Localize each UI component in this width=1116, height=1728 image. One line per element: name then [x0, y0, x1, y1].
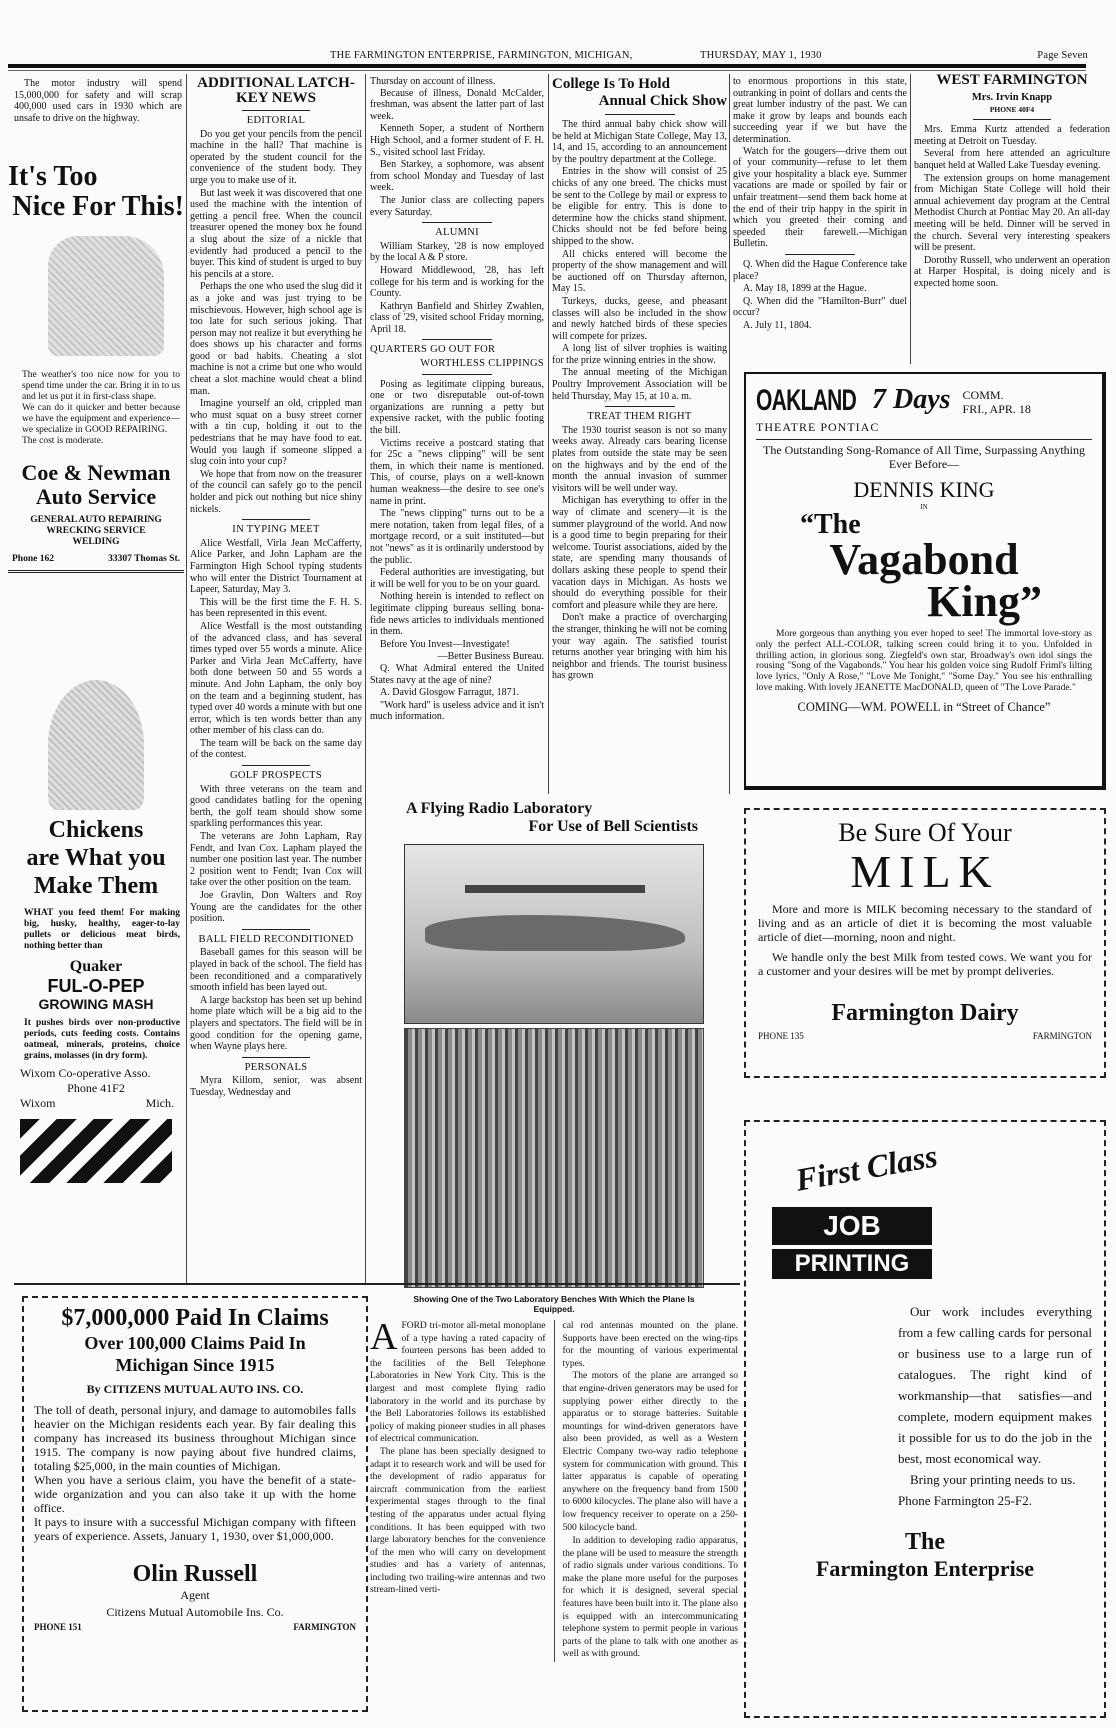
airplane-photo [404, 844, 704, 1024]
column-divider [365, 74, 366, 1284]
phone: PHONE 40F4 [989, 104, 1035, 114]
business-name: Auto Service [35, 484, 157, 509]
film-title: Vagabond [829, 535, 1019, 584]
car-illustration [48, 236, 164, 356]
auto-service-ad: It's Too Nice For This! The weather's too nice now for you to spend time under the car. Bring it in to us and let us put it in first-class shape. We can do it quicker and better because we have the equipment and experience—we specialize in GOOD REPAIRING. The cost is moderate. Coe & Newman Auto Service GENERAL AUTO REPAIRING WRECKING SERVICE WELDING Phone 162 33307 Thomas St. [8, 150, 184, 670]
job-label: JOB [772, 1207, 932, 1245]
chicken-illustration [48, 680, 144, 810]
theatre-name: OAKLAND [756, 384, 857, 417]
headline: For Use of Bell Scientists [528, 818, 698, 835]
town: FARMINGTON [1032, 1031, 1092, 1041]
film-description: More gorgeous than anything you ever hoped to see! The immortal love-story as only the perfect ALL-COLOR, talking screen could bring it to you. Unfolded in thrilling action, in glorious song. Ziegfeld's own star, Broadway's own idol sings the rousing "Song of the Vagabonds." You hear his golden voice sing Rudolf Friml's lilting love lyrics, "Only A Rose," "Love Me Tonight," "Some Day." You see his enthralling love making. With lovely JEANETTE MacDONALD, queen of "The Love Parade." [756, 629, 1092, 693]
column-divider [186, 74, 187, 1284]
masthead-rule [8, 64, 1086, 68]
dairy-ad: Be Sure Of Your MILK More and more is MILK becoming necessary to the standard of living and as an article of diet it is becoming the most valuable article of diet—morning, noon and night. We handle only the best Milk from tested cows. We want you for a customer and your desires will be met by prompt deliveries. Farmington Dairy PHONE 135 FARMINGTON [744, 808, 1106, 1078]
laboratory-bench-photo [404, 1028, 704, 1288]
business-name: Farmington Dairy [831, 1000, 1019, 1026]
film-title: King” [927, 577, 1042, 626]
page-number: Page Seven [1037, 50, 1088, 61]
photo-caption: Showing One of the Two Laboratory Benches With Which the Plane Is Equipped. [413, 1294, 695, 1314]
masthead-rule-thin [8, 70, 1086, 71]
radio-lab-article: A Flying Radio Laboratory For Use of Bell Scientists Showing One of the Two Laboratory Benches With Which the Plane Is Equipped. A FORD tri-motor all-metal monoplane of a type having a rated capacity of fourteen persons has been added to the facilities of the Bell Telephone Laboratories in New York City. This is the largest and most complete flying radio laboratory in the world and its purchase by the Bell Laboratories follows its established policy of making pioneer studies in all phases of electrical communication. The plane has been specially designed to adapt it to research work and will be used for the development of radio apparatus for aircraft communication from the earliest experimental stages through to the final testing of the apparatus under actual flying conditions. It has been equipped with two large laboratory benches for the convenience of the men who will carry on development studies and has a variety of antennas, including two trailing-wire antennas and two stream-lined verti- cal rod antennas mounted on the plane. Supports have been erected on the wing-tips for the mounting of various experimental types. The motors of the plane are arranged so that engine-driven generators may be used for supplying power either directly to the apparatus or to storage batteries. Suitable mountings for wind-driven generators have also been provided, as well as a Western Electric Company two-way radio telephone system for communication with ground. This latter apparatus is capable of operating anywhere on the frequency band from 1500 to 6000 kilocycles. The plane also will have a low frequency receiver to operate on a 250-500 kilocycle band. In addition to developing radio apparatus, the plane will be used to measure the strength of radio signals under various conditions. To make the plane more useful for the purposes for which it is designed, several special features have been built into it. The plane also is equipped with an intercommunicating telephone system to permit people in various parts of the plane to talk with one another as well as with ground. [370, 800, 738, 1720]
west-farmington-column: WEST FARMINGTON Mrs. Irvin Knapp PHONE 40F4 Mrs. Emma Kurtz attended a federation meeting at Detroit on Tuesday. Several from here attended an agriculture banquet held at Walled Lake Tuesday evening. The extension groups on home management from Michigan State College will hold their annual achievement day program at the Central Methodist Church at Pontiac May 20. An all-day meeting will be held. Dinner will be served in the church. Several very interesting speakers will be present. Dorothy Russell, who underwent an operation at Harper Hospital, is doing nicely and is expected home soon. [914, 72, 1110, 289]
headline: A Flying Radio Laboratory [406, 800, 593, 817]
column-divider [910, 74, 911, 364]
paper-name: THE FARMINGTON ENTERPRISE, FARMINGTON, MICHIGAN, [330, 50, 633, 61]
headline: $7,000,000 Paid In Claims [61, 1305, 329, 1331]
contact-line [8, 554, 184, 564]
column-divider [548, 74, 549, 794]
tagline: The Outstanding Song-Romance of All Time, Surpassing Anything Ever Before— [762, 443, 1085, 471]
town: FARMINGTON [293, 1622, 356, 1632]
printing-ad: First Class JOB PRINTING Our work includes everything from a few calling cards for personal or business use to a large run of catalogues. The right kind of workmanship—that satisfies—and complete, modern equipment makes it possible for us to do the job in the best, most economical way. Bring your printing needs to us. Phone Farmington 25-F2. The Farmington Enterprise [744, 1120, 1106, 1718]
phone: Phone 162 [12, 554, 54, 564]
ad-headline: It's Too [8, 161, 98, 192]
company-name: Citizens Mutual Automobile Ins. Co. [106, 1605, 284, 1619]
publisher-name: Farmington Enterprise [815, 1556, 1035, 1581]
decorative-stripes [20, 1119, 172, 1183]
business-name: Coe & Newman [21, 460, 171, 485]
masthead [0, 44, 1090, 64]
services-list: GENERAL AUTO REPAIRING WRECKING SERVICE WELDING [30, 515, 162, 547]
tourism-article-continued: to enormous proportions in this state, outranking in point of dollars and cents the great lumber industry of the past. We can make it grow by leaps and bounds each succeeding year if we but have the determination. Watch for the gougers—drive them out of your community—refuse to let them give your hospitality a black eye. Summer vacations are made or spoiled by fair or unfair treatment—send them back home at the end of their trip happy in the spirit in which you greeted their coming and speeded their farewell.—Michigan Bulletin. Q. When did the Hague Conference take place? A. May 18, 1899 at the Hague. Q. When did the "Hamilton-Burr" duel occur? A. July 11, 1804. [733, 76, 907, 331]
section-title: ADDITIONAL LATCH-KEY NEWS [197, 75, 355, 106]
run-length: 7 Days [872, 384, 951, 415]
coming-attraction: COMING—WM. POWELL in “Street of Chance” [797, 699, 1051, 714]
correspondent: Mrs. Irvin Knapp [971, 92, 1053, 103]
address: 33307 Thomas St. [108, 554, 180, 564]
poultry-feed-ad: Chickens are What you Make Them WHAT you feed them! For making big, husky, healthy, eager-to-lay pullets or delicious meat birds, nothing better than Quaker FUL-O-PEP GROWING MASH It pushes birds over non-productive periods, cuts feeding costs. Contains oatmeal, minerals, proteins, choice grains, molasses (in dry form). Wixom Co-operative Asso. Phone 41F2 Wixom Mich. [8, 680, 184, 1280]
section-title: WEST FARMINGTON [936, 72, 1088, 88]
school-news-continued: Thursday on account of illness. Because of illness, Donald McCalder, freshman, was absent the latter part of last week. Kenneth Soper, a student of Northern High School, and a former student of F. H. S., visited school last Friday. Ben Starkey, a sophomore, was absent from school Monday and Tuesday of last week. The Junior class are collecting papers every Saturday. ALUMNI William Starkey, '28 is now employed by the local A & P store. Howard Middlewood, '28, has left college for his term and is working for the County. Kathryn Banfield and Shirley Zwahlen, class of '29, visited school Friday morning, April 18. QUARTERS GO OUT FOR WORTHLESS CLIPPINGS Posing as legitimate clipping bureaus, one or two disreputable out-of-town organizations are running a petty but expensive racket, with the public footing the bill. Victims receive a postcard stating that for 25c a "news clipping" will be sent them, in which their name is mentioned. This, of course, plays on a well-known human weakness—the desire to see one's name in print. The "news clipping" turns out to be a mere notation, taken from legal files, of a mortgage record, or a suit instituted—but not "news" as it is ordinarily understood by the public. Federal authorities are investigating, but it will be well for you to be on your guard. Nothing herein is intended to reflect on legitimate clipping bureaus selling bona-fide news articles to individuals mentioned in them. Before You Invest—Investigate! —Better Business Bureau. Q. What Admiral entered the United States navy at the age of nine? A. David Glosgow Farragut, 1871. "Work hard" is useless advice and it isn't much information. [370, 76, 544, 723]
drop-cap: A [370, 1316, 398, 1358]
issue-date: THURSDAY, MAY 1, 1930 [700, 50, 822, 61]
agent-name: Olin Russell [132, 1561, 258, 1587]
column-divider [729, 74, 730, 794]
chick-show-article: College Is To Hold Annual Chick Show The third annual baby chick show will be held at Michigan State College, May 13, 14, and 15, according to an announcement by the poultry department at the College. Entries in the show will consist of 25 chicks of any one breed. The chicks must be sent to the College by mail or express to be eligible for entry. This is done to determine how the chicks stand shipment. Chicks should not be fed before being shipped to the show. All chicks entered will become the property of the show management and will be auctioned off on Thursday afternon, May 15. Turkeys, ducks, geese, and pheasant classes will also be included in the show and newly hatched birds of these species will compete for prizes. A long list of silver trophies is waiting for the prize winning entries in the show. The annual meeting of the Michigan Poultry Improvement Association will be held Thursday, May 15, at 10 a. m. TREAT THEM RIGHT The 1930 tourist season is not so many weeks away. Already cars bearing license plates from outside the state may be seen on the highways and by the end of the month the annual invasion of summer visitors will be well under way. Michigan has everything to offer in the way of climate and scenery—it is the summer playground of the world. And now is a good time to begin preparing for their welcome. Tourist associations, aided by the state, are spending many thousands of dollars asking these people to spend their vacation days in Michigan. As hosts we should do everything possible for their comfort and pleasure while they are here. Don't make a practice of overcharging the stranger, thinking he will not be coming your way again. The satisfied tourist returns another year bringing with him his neighbor and friends. The tourist business has grown [552, 76, 727, 682]
motor-industry-brief: The motor industry will spend 15,000,000 for safety and will scrap 400,000 used cars in 1930 which are unsafe to drive on the highway. [14, 78, 182, 124]
printing-label: PRINTING [772, 1249, 932, 1279]
phone: PHONE 151 [34, 1622, 82, 1632]
script-heading: First Class [792, 1137, 941, 1198]
open-date: FRI., APR. 18 [962, 402, 1031, 416]
film-title: “The [800, 509, 861, 540]
insurance-ad: $7,000,000 Paid In Claims Over 100,000 Claims Paid In Michigan Since 1915 By CITIZENS MUTUAL AUTO INS. CO. The toll of death, personal injury, and damage to automobiles falls heavier on the Michigan residents each year. By fair dealing this company has increased its business throughout Michigan since 1915. The company is now paying about five hundred claims, totaling $25,000, in the main counties of Michigan. When you have a serious claim, you have the benefit of a state-wide organization and you can also take it up with the home office. It pays to insure with a successful Michigan company with fifteen years of experience. Assets, January 1, 1930, over $1,000,000. Olin Russell Agent Citizens Mutual Automobile Ins. Co. PHONE 151 FARMINGTON [22, 1296, 368, 1712]
latch-key-news: ADDITIONAL LATCH-KEY NEWS EDITORIAL Do you get your pencils from the pencil machine in the hall? That machine is operated by the student council for the convenience of the student body. They urge you to make use of it. But last week it was discovered that one used the machine with the intention of getting a pencil free. When the council treasurer opened the money box he found a slug about the size of a nickle that evidently had produced a pencil to the buyer. This kind of student is urged to buy his pencils at a store. Perhaps the one who used the slug did it as a joke and was just trying to be mischievous. However, high school age is too late for such serious joking. That person may not realize it but everything he does shows up his character and forms good or bad habits. Cheating a slot machine is not a crime but one who would cheat a slot machine would cheat a blind man. Imagine yourself an old, crippled man who must squat on a busy street corner with a tin cup, holding it out to the pedestrians that he may have food to eat. Would you laugh if someone slipped a slug coin into your cup? We hope that from now on the treasurer of the council can safely go to the pencil holder and pick out nothing but nice shiny nickels. IN TYPING MEET Alice Westfall, Virla Jean McCafferty, Alice Parker, and John Lapham are the Farmington High School typing students who will enter the District Tournament at Lapeer, Saturday, May 3. This will be the first time the F. H. S. has been represented in this event. Alice Westfall is the most outstanding of the advanced class, and has several times typed over 55 words a minute. Alice Parker and Virla Jean McCafferty, have both done between 50 and 55 words a minute. And John Lapham, the only boy on the team and a beginning student, has typed over 40 words a minute with but one error, which is ten words better than any other member of his class can do. The team will be back on the same day of the contest. GOLF PROSPECTS With three veterans on the team and good candidates batling for the opening berth, the golf team should show some sparkling performances this year. The veterans are John Lapham, Ray Fendt, and Ivan Cox. Lapham played the number one position last year. The number 2 position went to Fendt; Ivan Cox will take over the other position on the team. Joe Gravlin, Don Walters and Roy Young are the candidates for the other position. BALL FIELD RECONDITIONED Baseball games for this season will be played in back of the school. The field has been reconditioned and a comparatively smooth infield has been layed out. A large backstop has been set up behind home plate which will be a big aid to the players and spectators. The field will be in good condition for the opening game, when Wayne plays here. PERSONALS Myra Killom, senior, was absent Tuesday, Wednesday and [190, 75, 362, 1098]
phone: PHONE 135 [758, 1031, 804, 1041]
star-name: DENNIS KING [853, 477, 995, 502]
theatre-ad: OAKLAND 7 Days COMM. FRI., APR. 18 THEATRE PONTIAC The Outstanding Song-Romance of All Time, Surpassing Anything Ever Before— DENNIS KING IN “The Vagabond King” More gorgeous than anything you ever hoped to see! The immortal love-story as only the perfect ALL-COLOR, talking screen could bring it to you. Unfolded in thrilling action, in glorious song. Ziegfeld's own star, Broadway's own idol sings the rousing "Song of the Vagabonds." You hear his golden voice sing Rudolf Friml's lilting love lyrics, "Only A Rose," "Love Me Tonight," "Some Day." You see his enthralling love making. With lovely JEANETTE MacDONALD, queen of "The Love Parade." COMING—WM. POWELL in “Street of Chance” [744, 372, 1106, 790]
ad-headline: Nice For This! [12, 191, 184, 222]
